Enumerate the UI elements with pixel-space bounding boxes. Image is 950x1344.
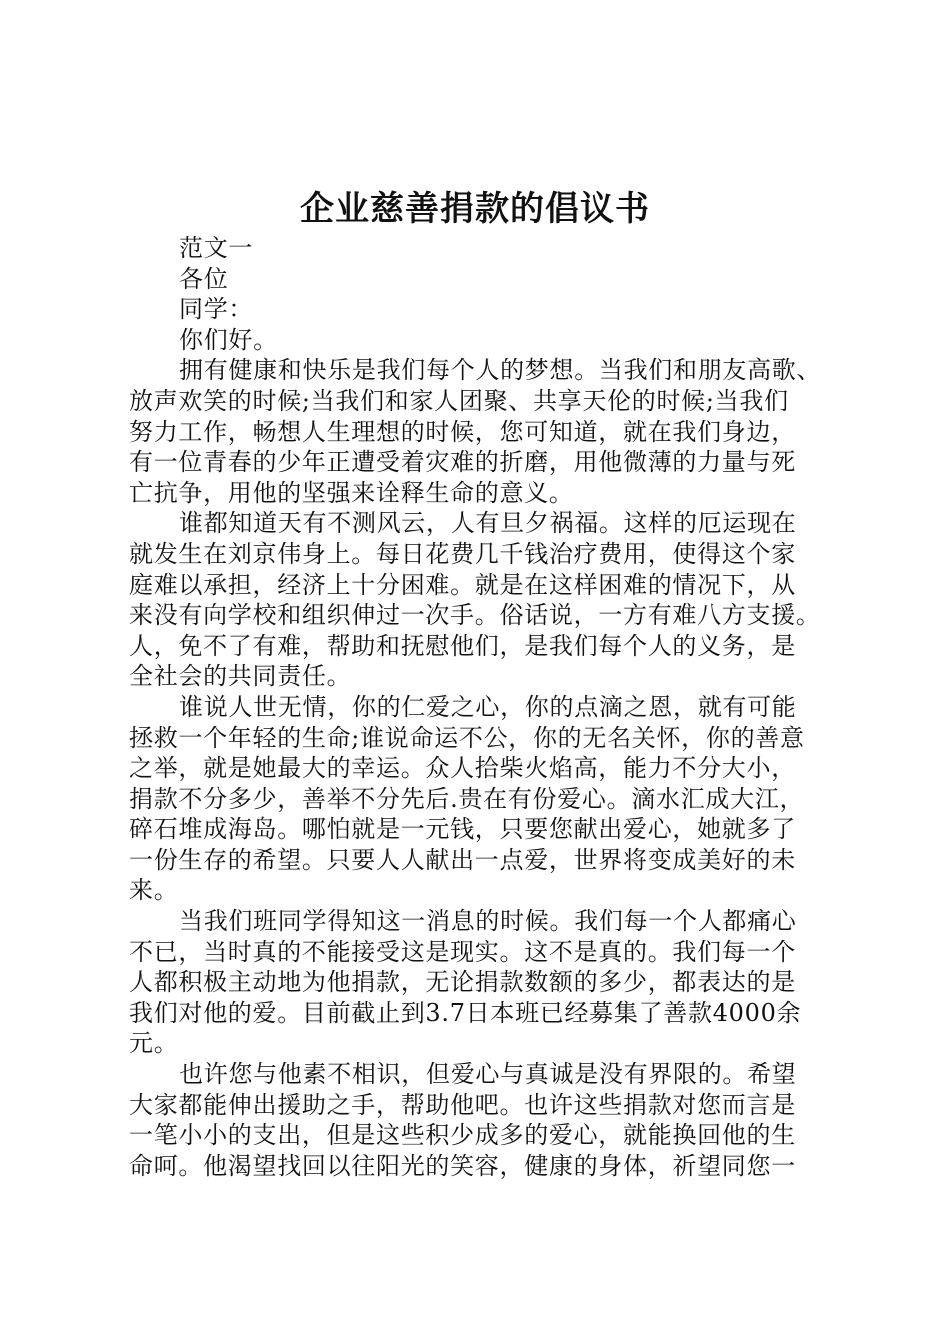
text-line: 我们对他的爱。目前截止到3.7日本班已经募集了善款4000余 — [129, 998, 802, 1027]
text-line: 就发生在刘京伟身上。每日花费几千钱治疗费用，使得这个家 — [129, 539, 796, 568]
text-line: 一笔小小的支出，但是这些积少成多的爱心，就能换回他的生 — [129, 1121, 796, 1150]
text-line: 当我们班同学得知这一消息的时候。我们每一个人都痛心 — [179, 907, 797, 936]
text-line: 拥有健康和快乐是我们每个人的梦想。当我们和朋友高歌、 — [179, 356, 822, 385]
text-line: 来。 — [129, 876, 179, 905]
text-line: 谁说人世无情，你的仁爱之心，你的点滴之恩，就有可能 — [179, 692, 797, 721]
text-line: 全社会的共同责任。 — [129, 662, 352, 691]
text-line: 捐款不分多少，善举不分先后.贵在有份爱心。滴水汇成大江， — [129, 784, 805, 813]
text-line: 元。 — [129, 1029, 179, 1058]
document-title: 企业慈善捐款的倡议书 — [300, 189, 650, 229]
text-line: 之举，就是她最大的幸运。众人拾柴火焰高，能力不分大小， — [129, 754, 796, 783]
text-line: 人都积极主动地为他捐款，无论捐款数额的多少，都表达的是 — [129, 968, 796, 997]
text-line: 碎石堆成海岛。哪怕就是一元钱，只要您献出爱心，她就多了 — [129, 815, 796, 844]
document-body — [129, 233, 841, 1181]
text-line: 你们好。 — [179, 325, 278, 354]
text-line: 谁都知道天有不测风云，人有旦夕祸福。这样的厄运现在 — [179, 509, 797, 538]
text-line: 庭难以承担，经济上十分困难。就是在这样困难的情况下，从 — [129, 570, 796, 599]
text-line: 同学： — [179, 295, 254, 324]
text-line: 一份生存的希望。只要人人献出一点爱，世界将变成美好的未 — [129, 845, 796, 874]
text-line: 范文一 — [179, 234, 254, 262]
text-line: 各位 — [179, 264, 229, 293]
text-line: 人，免不了有难，帮助和抚慰他们，是我们每个人的义务，是 — [129, 631, 796, 660]
text-line: 来没有向学校和组织伸过一次手。俗话说，一方有难八方支援。 — [129, 601, 821, 630]
text-line: 不已，当时真的不能接受这是现实。这不是真的。我们每一个 — [129, 937, 796, 966]
text-line: 大家都能伸出援助之手，帮助他吧。也许这些捐款对您而言是 — [129, 1090, 796, 1119]
text-line: 有一位青春的少年正遭受着灾难的折磨，用他微薄的力量与死 — [129, 448, 796, 477]
text-line: 拯救一个年轻的生命;谁说命运不公，你的无名关怀，你的善意 — [129, 723, 805, 752]
text-line: 努力工作，畅想人生理想的时候，您可知道，就在我们身边， — [129, 417, 796, 446]
text-line: 亡抗争，用他的坚强来诠释生命的意义。 — [129, 478, 574, 507]
text-line: 放声欢笑的时候;当我们和家人团聚、共享天伦的时候;当我们 — [129, 386, 789, 415]
text-line: 命呵。他渴望找回以往阳光的笑容，健康的身体，祈望同您一 — [129, 1151, 796, 1180]
text-line: 也许您与他素不相识，但爱心与真诚是没有界限的。希望 — [179, 1060, 797, 1089]
